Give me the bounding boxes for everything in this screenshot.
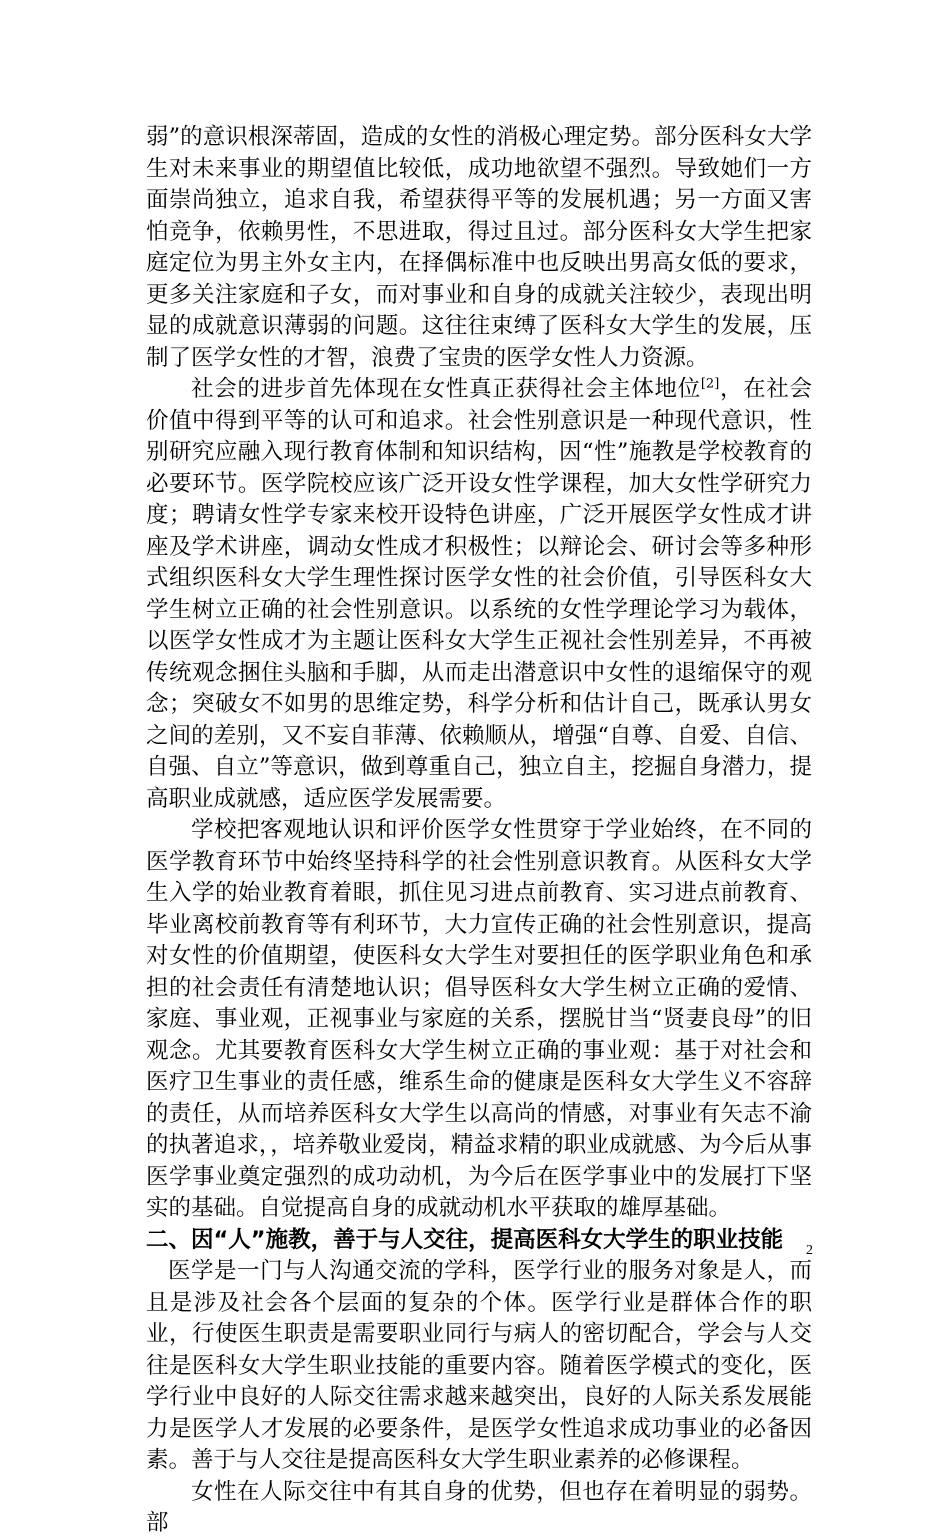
page-number: 2: [806, 1243, 813, 1258]
paragraph-2-text-b: ，在社会价值中得到平等的认可和追求。社会性别意识是一种现代意识，性别研究应融入现行教育体制和知识结构，因“性”施教是学校教育的必要环节。医学院校应该广泛开设女性学课程，加大女性学研究力度；聘请女性学专家来校开设特色讲座，广泛开展医学女性成才讲座及学术讲座，调动女性成才积极性；以辩论会、研讨会等多种形式组织医科女大学生理性探讨医学女性的社会价值，引导医科女大学生树立正确的社会性别意识。以系统的女性学理论学习为载体，以医学女性成才为主题让医科女大学生正视社会性别差异，不再被传统观念捆住头脑和手脚，从而走出潜意识中女性的退缩保守的观念；突破女不如男的思维定势，科学分析和估计自己，既承认男女之间的差别，又不妄自菲薄、依赖顺从，增强“自尊、自爱、自信、自强、自立”等意识，做到尊重自己，独立自主，挖掘自身潜力，提高职业成就感，适应医学发展需要。: [146, 376, 812, 812]
section-heading: 二、因“人”施教，善于与人交往，提高医科女大学生的职业技能: [146, 1226, 784, 1253]
paragraph-3: 学校把客观地认识和评价医学女性贯穿于学业始终，在不同的医学教育环节中始终坚持科学的社会性别意识教育。从医科女大学生入学的始业教育着眼，抓住见习进点前教育、实习进点前教育、毕业离校前教育等有利环节，大力宣传正确的社会性别意识，提高对女性的价值期望，使医科女大学生对要担任的医学职业角色和承担的社会责任有清楚地认识；倡导医科女大学生树立正确的爱情、家庭、事业观，正视事业与家庭的关系，摆脱甘当“贤妻良母”的旧观念。尤其要教育医科女大学生树立正确的事业观：基于对社会和医疗卫生事业的责任感，维系生命的健康是医科女大学生义不容辞的责任，从而培养医科女大学生以高尚的情感，对事业有矢志不渝的执著追求，，培养敬业爱岗，精益求精的职业成就感、为今后从事医学事业奠定强烈的成功动机，为今后在医学事业中的发展打下坚实的基础。自觉提高自身的成就动机水平获取的雄厚基础。: [146, 817, 812, 1221]
paragraph-2: [146, 374, 812, 815]
document-body: [146, 122, 812, 1540]
paragraph-4: 医学是一门与人沟通交流的学科，医学行业的服务对象是人，而且是涉及社会各个层面的复杂的个体。医学行业是群体合作的职业，行使医生职责是需要职业同行与病人的密切配合，学会与人交往是医科女大学生职业技能的重要内容。随着医学模式的变化，医学行业中良好的人际交往需求越来越突出，良好的人际关系发展能力是医学人才发展的必要条件，是医学女性追求成功事业的必备因素。善于与人交往是提高医科女大学生职业素养的必修课程。: [146, 1258, 812, 1473]
paragraph-1: 弱”的意识根深蒂固，造成的女性的消极心理定势。部分医科女大学生对未来事业的期望值比较低，成功地欲望不强烈。导致她们一方面崇尚独立，追求自我，希望获得平等的发展机遇；另一方面又害怕竞争，依赖男性，不思进取，得过且过。部分医科女大学生把家庭定位为男主外女主内，在择偶标准中也反映出男高女低的要求，更多关注家庭和子女，而对事业和自身的成就关注较少，表现出明显的成就意识薄弱的问题。这往往束缚了医科女大学生的发展，压制了医学女性的才智，浪费了宝贵的医学女性人力资源。: [146, 124, 812, 371]
paragraph-5: 女性在人际交往中有其自身的优势，但也存在着明显的弱势。部: [146, 1478, 812, 1536]
paragraph-2-text-a: 社会的进步首先体现在女性真正获得社会主体地位: [191, 376, 701, 402]
citation-mark: [2]: [700, 376, 720, 392]
